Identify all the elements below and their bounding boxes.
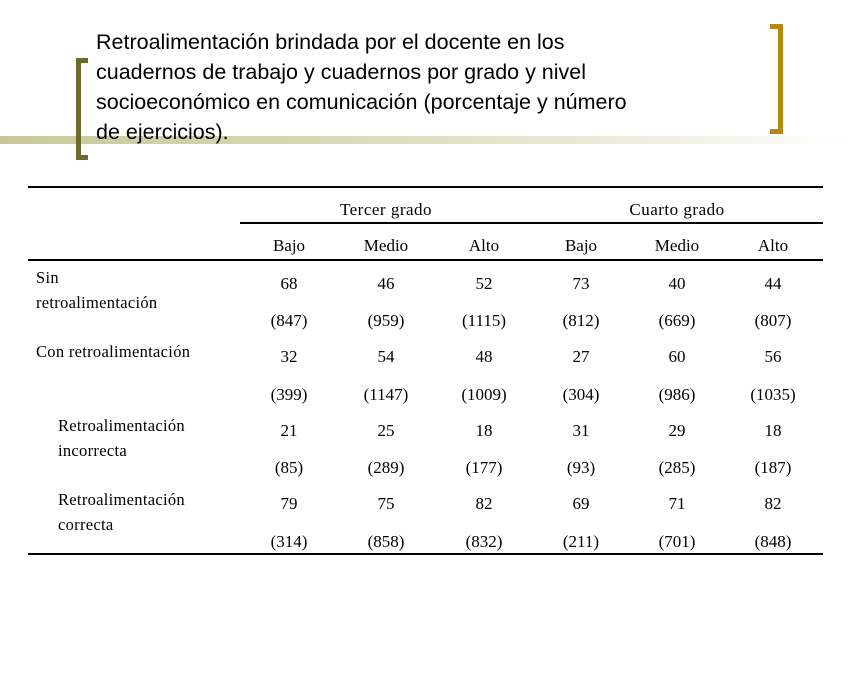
- column-header: Alto: [468, 236, 500, 255]
- row-label-incorrecta: Retroalimentación incorrecta: [58, 416, 185, 460]
- cell-percent: 48: [475, 347, 493, 366]
- right-bracket-decoration: [770, 24, 783, 134]
- cell-percent: 60: [668, 347, 686, 366]
- cell-percent: 46: [377, 274, 395, 293]
- cell-percent: 32: [280, 347, 298, 366]
- cell-percent: 73: [572, 274, 590, 293]
- cell-count: (1009): [461, 385, 507, 404]
- cell-percent: 82: [475, 494, 493, 513]
- cell-percent: 82: [764, 494, 782, 513]
- cell-count: (812): [562, 311, 600, 330]
- cell-count: (187): [754, 458, 792, 477]
- cell-count: (285): [658, 458, 696, 477]
- cell-percent: 29: [668, 421, 686, 440]
- cell-percent: 69: [572, 494, 590, 513]
- cell-count: (986): [658, 385, 696, 404]
- cell-count: (304): [562, 385, 600, 404]
- cell-count: (211): [562, 532, 600, 551]
- header-rule: [240, 222, 823, 224]
- column-header: Bajo: [272, 236, 306, 255]
- table-top-rule: [28, 186, 823, 188]
- group-header-cuarto-grado: Cuarto grado: [629, 200, 725, 219]
- cell-percent: 25: [377, 421, 395, 440]
- column-header: Alto: [757, 236, 789, 255]
- cell-percent: 79: [280, 494, 298, 513]
- cell-count: (1147): [363, 385, 409, 404]
- cell-count: (93): [566, 458, 596, 477]
- cell-count: (807): [754, 311, 792, 330]
- row-label-correcta: Retroalimentación correcta: [58, 490, 185, 534]
- cell-percent: 52: [475, 274, 493, 293]
- column-header: Medio: [363, 236, 409, 255]
- cell-percent: 56: [764, 347, 782, 366]
- cell-count: (314): [270, 532, 308, 551]
- cell-percent: 68: [280, 274, 298, 293]
- cell-percent: 54: [377, 347, 395, 366]
- cell-count: (701): [658, 532, 696, 551]
- cell-count: (85): [274, 458, 304, 477]
- cell-percent: 27: [572, 347, 590, 366]
- cell-percent: 44: [764, 274, 782, 293]
- column-header: Medio: [654, 236, 700, 255]
- column-header: Bajo: [564, 236, 598, 255]
- cell-count: (959): [367, 311, 405, 330]
- cell-count: (858): [367, 532, 405, 551]
- row-label-sin-retro: Sin retroalimentación: [36, 268, 158, 312]
- cell-count: (177): [465, 458, 503, 477]
- cell-percent: 21: [280, 421, 298, 440]
- cell-count: (289): [367, 458, 405, 477]
- cell-count: (832): [465, 532, 503, 551]
- cell-percent: 31: [572, 421, 590, 440]
- cell-percent: 18: [764, 421, 782, 440]
- cell-count: (847): [270, 311, 308, 330]
- cell-count: (848): [754, 532, 792, 551]
- subheader-rule: [28, 259, 823, 261]
- cell-count: (1115): [461, 311, 507, 330]
- table-bottom-rule: [28, 553, 823, 555]
- cell-percent: 71: [668, 494, 686, 513]
- slide-title: Retroalimentación brindada por el docente en los cuadernos de trabajo y cuadernos por grado y nivel socioeconómico en comunicación (porcentaje y número de ejercicios).: [96, 30, 627, 144]
- cell-count: (669): [658, 311, 696, 330]
- left-bracket-decoration: [76, 58, 88, 160]
- group-header-tercer-grado: Tercer grado: [339, 200, 433, 219]
- cell-count: (1035): [750, 385, 796, 404]
- cell-percent: 75: [377, 494, 395, 513]
- cell-count: (399): [270, 385, 308, 404]
- row-label-con-retro: Con retroalimentación: [36, 342, 191, 361]
- cell-percent: 18: [475, 421, 493, 440]
- cell-percent: 40: [668, 274, 686, 293]
